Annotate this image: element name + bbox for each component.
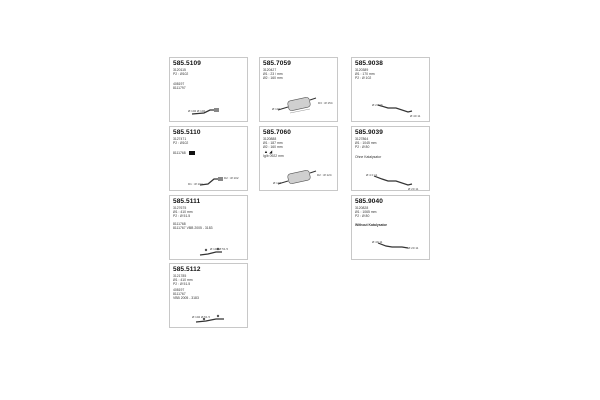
spec-line: P2 : Ø 80	[355, 145, 370, 149]
exhaust-pipe-drawing	[352, 127, 431, 192]
spec-line: P2 : Ø102	[173, 141, 189, 145]
spec-line: 8111768	[173, 151, 186, 155]
product-code: 585.5111	[173, 198, 201, 205]
spec-line: Ø1 : 23 / mm	[263, 72, 283, 76]
spec-line: VBB 2005 - 3183	[173, 296, 199, 300]
dimension-label: Ø 102	[272, 107, 281, 111]
dimension-label: D3 : Ø 154	[318, 101, 333, 105]
spec-line: Ø1 : 170 mm	[355, 72, 375, 76]
dimension-label: Ø 102	[273, 181, 282, 185]
product-card-585-5111[interactable]	[169, 195, 248, 260]
product-code: 585.5110	[173, 129, 201, 136]
exhaust-pipe-drawing	[170, 264, 249, 329]
spec-line: Ø1 : 410 mm	[173, 278, 193, 282]
dimension-label: Ø 102 Ø 51.5	[210, 247, 229, 251]
spec-line: Ø2 : 160 mm	[263, 76, 283, 80]
spec-line: P2 : Ø 51.5	[173, 282, 191, 286]
exhaust-pipe-drawing	[352, 196, 431, 261]
dimension-label: D2 : Ø 124	[317, 173, 332, 177]
product-card-585-9038[interactable]	[351, 57, 430, 122]
dimension-label: D1 : Ø 102	[188, 182, 203, 186]
product-code: 585.9038	[355, 60, 383, 67]
dimension-label: Ø 4 0 11	[366, 173, 378, 177]
product-code: 585.5112	[173, 266, 201, 273]
exhaust-pipe-drawing	[170, 196, 249, 261]
spec-line: 3120115	[173, 68, 186, 72]
spec-line: 3127471	[173, 137, 187, 141]
note-text: Ohne Katalysator	[355, 155, 382, 159]
product-code: 585.9039	[355, 129, 383, 136]
product-code: 585.7059	[263, 60, 291, 67]
exhaust-pipe-drawing	[170, 58, 249, 123]
spec-line: 3121785	[173, 274, 187, 278]
spec-line: P2 : Ø 80	[355, 214, 370, 218]
spec-line: Ø1 : 187 mm	[263, 141, 283, 145]
product-card-585-5110[interactable]	[169, 126, 248, 191]
product-code: 585.5109	[173, 60, 201, 67]
product-card-585-5112[interactable]	[169, 263, 248, 328]
spec-line: Ig/b 0922 mm	[263, 154, 284, 158]
spec-line: 8111797	[173, 86, 186, 90]
note-text: Without Katalysator	[355, 223, 387, 227]
spec-line: 8111768	[173, 222, 186, 226]
product-card-585-5109[interactable]	[169, 57, 248, 122]
dimension-label: Ø 40 11	[410, 114, 421, 118]
exhaust-pipe-drawing	[170, 127, 249, 192]
dimension-label: Ø 20 11	[408, 187, 419, 191]
product-card-585-7060[interactable]	[259, 126, 338, 191]
dimension-label: Ø 20 11	[408, 246, 419, 250]
product-card-585-9040[interactable]	[351, 195, 430, 260]
muffler-drawing	[260, 127, 339, 192]
spec-line: 408197	[173, 288, 185, 292]
spec-line: Ø1 : 1045 mm	[355, 141, 377, 145]
spec-line: Ø2 : 160 mm	[263, 145, 283, 149]
spec-line: Ø1 : 410 mm	[173, 210, 193, 214]
spec-line: Ø1 : 1065 mm	[355, 210, 377, 214]
spec-line: 3120888	[263, 137, 277, 141]
spec-line: 3127675	[173, 206, 187, 210]
product-card-585-9039[interactable]	[351, 126, 430, 191]
product-code: 585.9040	[355, 198, 383, 205]
dimension-label: D2 : Ø 102	[224, 176, 239, 180]
spec-line: 3127864	[355, 137, 369, 141]
spec-line: P2 : Ø 51.5	[173, 214, 191, 218]
spec-line: 3120389	[355, 68, 369, 72]
spec-line: 3120427	[263, 68, 277, 72]
spec-line: 3120828	[355, 206, 369, 210]
product-card-585-7059[interactable]	[259, 57, 338, 122]
spec-line: 8111767	[173, 292, 186, 296]
muffler-drawing	[260, 58, 339, 123]
dimension-label: Ø 102 Ø 51.5	[192, 315, 211, 319]
spec-line: P2 : Ø 102	[355, 76, 372, 80]
dimension-label: Ø 40 11	[372, 240, 383, 244]
product-code: 585.7060	[263, 129, 291, 136]
dimension-label: Ø 20 16	[372, 103, 383, 107]
connector-icon: ▲ ◢	[264, 149, 273, 154]
spec-line: 408197	[173, 82, 185, 86]
spec-line: 8111767 VBB 2005 - 3183	[173, 226, 213, 230]
dimension-label: Ø 102 Ø 102	[188, 109, 206, 113]
spec-line: P2 : Ø102	[173, 72, 189, 76]
